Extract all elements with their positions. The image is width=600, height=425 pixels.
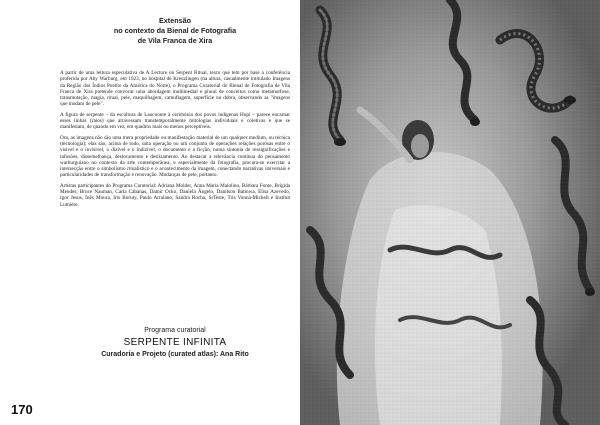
- program-label: Programa curatorial: [144, 327, 206, 334]
- section-heading: [60, 16, 290, 46]
- photograph-image: [300, 0, 600, 425]
- body-text: [60, 70, 290, 212]
- body-paragraph-4: Artistas participantes do Programa Curatorial: Adriana Molder, Anna Maria Maiolino, Bárbara Fonte, Brígida Mendes, Bruce Nauman, Carla Cabanas, Damir Ocko, Daniela Ângelo, Danilson Batinwa, Elisa Azevedo, Igor Jesus, Inês Moura, Iris Boruty, Paulo Arraiano, Sandra Rocha, SrTeste, Tris Vonna-Michell e Institut Lumière.: [60, 182, 290, 208]
- page-number: 170: [11, 402, 33, 417]
- program-credit: Curadoria e Projeto (curated atlas): Ana Rito: [101, 351, 249, 358]
- body-paragraph-1: A partir de uma leitura especulativa de A Lecture on Serpent Ritual, texto que tem por base a conferência proferida por Aby Warburg, em 1923, no hospital de Kreuzlingen (na altura, casualmente intitulado Imagens da Região dos Índios Pueblo da América do Norte), o Programa Curatorial do Bienal de Fotografia de Vila Franca de Xira pretende convocar uma abordagem multimedial e plural de conceitos como metamorfose, transmutação, magia, ritual, pele, maquilhagem, camuflagem, superfície ou dobra, observando as "imagens que mudam de pele".: [60, 70, 290, 108]
- body-paragraph-3: Ora, as imagens não são uma mera propriedade ou manifestação material de um qualquer medium, ou técnica (tecnologia); elas são, acima de tudo, uma operação ou um conjunto de operações relações porosas entre o visível e o invisível, o dizível e o indizível, o documento e a ficção, numa sintonia de ressignificações e infusões, dissemelhança, deslocamento e deslizamento. Ao destacar a relevância contínua do pensamento warburguiano no contexto da arte contemporânea, e especialmente da fotografia, procura-se exercitar a intersecção entre o simbolismo ritualístico e o acontecimento da imagem, conectando narrativas universais e particularidades de transformação e renovação. Mudanças de pele, portanto.: [60, 134, 290, 179]
- heading-line-1: Extensão: [159, 16, 191, 25]
- heading-line-2: no contexto da Bienal de Fotografia: [113, 26, 237, 35]
- program-block: [60, 326, 290, 360]
- heading-line-3: de Vila Franca de Xira: [137, 36, 213, 45]
- body-paragraph-2: A figura de serpente – da escultura de Laocoonte à cerimónia dos povos indígenas Hopi – parece encarnar esses linhas (raios) que atravessam transtemporalmente mitologias individuais e coletivas e que se manifestam, de quando em vez, em quadros mais ou menos perceptíveis.: [60, 111, 290, 131]
- program-title: SERPENTE INFINITA: [123, 337, 227, 348]
- serpent-photograph: [300, 0, 600, 425]
